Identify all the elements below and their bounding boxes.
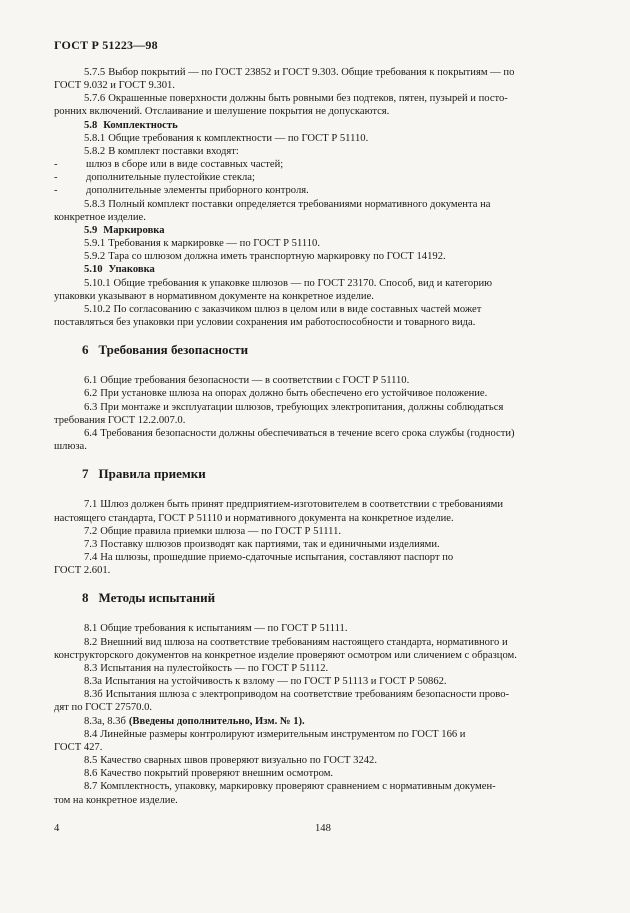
clause [84, 237, 592, 250]
clause-text: Общие требования к комплектности — по ГОСТ Р 51110. [108, 132, 369, 144]
section-title: Требования безопасности [98, 342, 249, 358]
clause [84, 145, 592, 158]
clause [84, 780, 592, 793]
clause-continuation: шлюза. [54, 441, 87, 453]
clause-text: Испытания на пулестойкость — по ГОСТ Р 51112. [100, 662, 329, 674]
clause [84, 622, 592, 635]
clause-number: 8.3б [84, 689, 103, 701]
clause-continuation: упаковки указывают в нормативном документе на конкретное изделие. [54, 290, 374, 302]
clause-number: 5.10.2 [84, 303, 111, 315]
section-heading [82, 591, 592, 604]
clause-continuation: поставляться без упаковки при условии сохранения им работоспособности и товарного вида. [54, 316, 476, 328]
clause [84, 250, 592, 263]
clause [84, 538, 592, 551]
clause [84, 374, 592, 387]
list-item [54, 184, 592, 197]
clause-text: По согласованию с заказчиком шлюз в целом или в виде составных частей может [113, 303, 482, 315]
clause-text: Внешний вид шлюза на соответствие требованиям настоящего стандарта, нормативного и [100, 636, 508, 648]
clause-text: Линейные размеры контролируют измерительным инструментом по ГОСТ 166 и [100, 728, 466, 740]
clause-number: 7.1 [84, 499, 98, 511]
clause-text: Испытания шлюза с электроприводом на соответствие требованиям безопасности прово- [105, 689, 510, 701]
list-dash: - [54, 172, 58, 184]
clause-number: 5.10.1 [84, 277, 111, 289]
clause [84, 427, 592, 440]
clause [84, 387, 592, 400]
subsection-number: 5.8 [84, 119, 98, 131]
subsection-heading [84, 119, 592, 132]
section-gap [84, 453, 592, 467]
clause-number: 7.3 [84, 538, 98, 550]
clause-number: 5.8.2 [84, 145, 106, 157]
list-dash: - [54, 159, 58, 171]
section-heading [82, 343, 592, 356]
subsection-number: 5.9 [84, 224, 98, 236]
section-gap [84, 604, 592, 622]
list-item [54, 171, 592, 184]
clause [84, 688, 592, 701]
clause-number: 5.9.2 [84, 251, 106, 263]
clause [84, 551, 592, 564]
clause-number: 8.7 [84, 781, 98, 793]
clause [84, 636, 592, 649]
clause-number: 8.3а [84, 676, 102, 688]
section-gap [84, 356, 592, 374]
clause [84, 92, 592, 105]
clause-text: В комплект поставки входят: [108, 145, 239, 157]
clause-text: Полный комплект поставки определяется требованиями нормативного документа на [108, 198, 491, 210]
clause [84, 401, 592, 414]
clause-text: Требования к маркировке — по ГОСТ Р 51110. [108, 238, 321, 250]
clause-text: Требования безопасности должны обеспечиваться в течение всего срока службы (годности) [100, 427, 515, 439]
clause-continuation: конкретное изделие. [54, 211, 146, 223]
section-gap [84, 577, 592, 591]
list-item-text: дополнительные пулестойкие стекла; [86, 172, 255, 184]
clause-text: Тара со шлюзом должна иметь транспортную маркировку по ГОСТ 14192. [108, 251, 446, 263]
clause-number: 8.5 [84, 755, 98, 767]
clause-number: 8.3 [84, 662, 98, 674]
subsection-number: 5.10 [84, 264, 103, 276]
list-item-text: дополнительные элементы приборного контроля. [86, 185, 309, 197]
clause-text: При установке шлюза на опорах должно быть обеспечено его устойчивое положение. [100, 388, 488, 400]
section-title: Правила приемки [98, 466, 206, 482]
clause-number: 8.2 [84, 636, 98, 648]
subsection-title: Маркировка [103, 224, 165, 236]
clause-number: 5.7.5 [84, 67, 106, 78]
clause-continuation: ГОСТ 2.601. [54, 565, 111, 577]
clause [84, 498, 592, 511]
clause-text: Комплектность, упаковку, маркировку проверяют сравнением с нормативным докумен- [100, 781, 496, 793]
clause-text: Общие требования к испытаниям — по ГОСТ Р 51111. [100, 623, 348, 635]
amendment-note [84, 715, 592, 728]
clause-text: Выбор покрытий — по ГОСТ 23852 и ГОСТ 9.303. Общие требования к покрытиям — по [108, 67, 515, 78]
clause-continuation: дят по ГОСТ 27570.0. [54, 702, 153, 714]
clause-number: 8.6 [84, 768, 98, 780]
clause-text: Испытания на устойчивость к взлому — по ГОСТ Р 51113 и ГОСТ Р 50862. [104, 676, 447, 688]
clause-number: 8.3а, 8.3б [84, 715, 126, 727]
document-header: ГОСТ Р 51223—98 [54, 38, 158, 52]
subsection-title: Комплектность [103, 119, 178, 131]
list-item-text: шлюз в сборе или в виде составных частей; [86, 159, 284, 171]
clause [84, 675, 592, 688]
clause-continuation: ронних включений. Отслаивание и шелушение покрытия не допускаются. [54, 106, 390, 118]
clause-continuation: ГОСТ 9.032 и ГОСТ 9.301. [54, 80, 175, 92]
clause-continuation: конструкторского документов на конкретное изделие проверяют осмотром или сличением с образцом. [54, 649, 517, 661]
clause-text: Шлюз должен быть принят предприятием-изготовителем в соответствии с требованиями [100, 499, 504, 511]
page-number-center: 148 [315, 823, 331, 834]
clause [84, 66, 592, 79]
clause-text: Качество сварных швов проверяют визуально по ГОСТ 3242. [100, 755, 378, 767]
clause-number: 6.4 [84, 427, 98, 439]
clause-text: Качество покрытий проверяют внешним осмотром. [100, 768, 334, 780]
clause-number: 7.4 [84, 552, 98, 563]
clause-continuation: требования ГОСТ 12.2.007.0. [54, 414, 186, 426]
clause-number: 5.7.6 [84, 93, 106, 105]
clause [84, 303, 592, 316]
clause-text: (Введены дополнительно, Изм. № 1). [128, 715, 305, 727]
clause-text: При монтаже и эксплуатации шлюзов, требующих электропитания, должны соблюдаться [100, 401, 504, 413]
section-title: Методы испытаний [98, 590, 216, 606]
clause [84, 198, 592, 211]
clause [84, 767, 592, 780]
clause-text: На шлюзы, прошедшие приемо-сдаточные испытания, составляют паспорт по [100, 552, 454, 563]
section-heading [82, 467, 592, 480]
clause-number: 5.8.3 [84, 198, 106, 210]
clause [84, 728, 592, 741]
section-gap [84, 329, 592, 343]
clause-number: 7.2 [84, 525, 98, 537]
section-number: 7 [82, 466, 89, 482]
clause-number: 5.9.1 [84, 238, 106, 250]
clause-continuation: настоящего стандарта, ГОСТ Р 51110 и нормативного документа на конкретное изделие. [54, 512, 454, 524]
clause-text: Окрашенные поверхности должны быть ровными без подтеков, пятен, пузырей и посто- [108, 93, 508, 105]
document-body [54, 66, 592, 807]
clause-number: 6.1 [84, 375, 98, 387]
clause-number: 6.2 [84, 388, 98, 400]
clause [84, 662, 592, 675]
clause-continuation: ГОСТ 427. [54, 741, 103, 753]
subsection-title: Упаковка [108, 264, 155, 276]
subsection-heading [84, 224, 592, 237]
clause [84, 525, 592, 538]
clause-text: Поставку шлюзов производят как партиями, так и единичными изделиями. [100, 538, 440, 550]
list-dash: - [54, 185, 58, 197]
clause-number: 5.8.1 [84, 132, 106, 144]
clause-text: Общие правила приемки шлюза — по ГОСТ Р 51111. [100, 525, 342, 537]
clause [84, 132, 592, 145]
clause-number: 8.4 [84, 728, 98, 740]
clause-number: 6.3 [84, 401, 98, 413]
clause-continuation: том на конкретное изделие. [54, 794, 178, 806]
section-number: 6 [82, 342, 89, 358]
clause-text: Общие требования безопасности — в соответствии с ГОСТ Р 51110. [100, 375, 410, 387]
list-item [54, 158, 592, 171]
page-number-left: 4 [54, 823, 60, 834]
clause [84, 754, 592, 767]
clause-number: 8.1 [84, 623, 98, 635]
clause [84, 277, 592, 290]
subsection-heading [84, 263, 592, 276]
clause-text: Общие требования к упаковке шлюзов — по ГОСТ 23170. Способ, вид и категорию [113, 277, 493, 289]
section-gap [84, 480, 592, 498]
section-number: 8 [82, 590, 89, 606]
